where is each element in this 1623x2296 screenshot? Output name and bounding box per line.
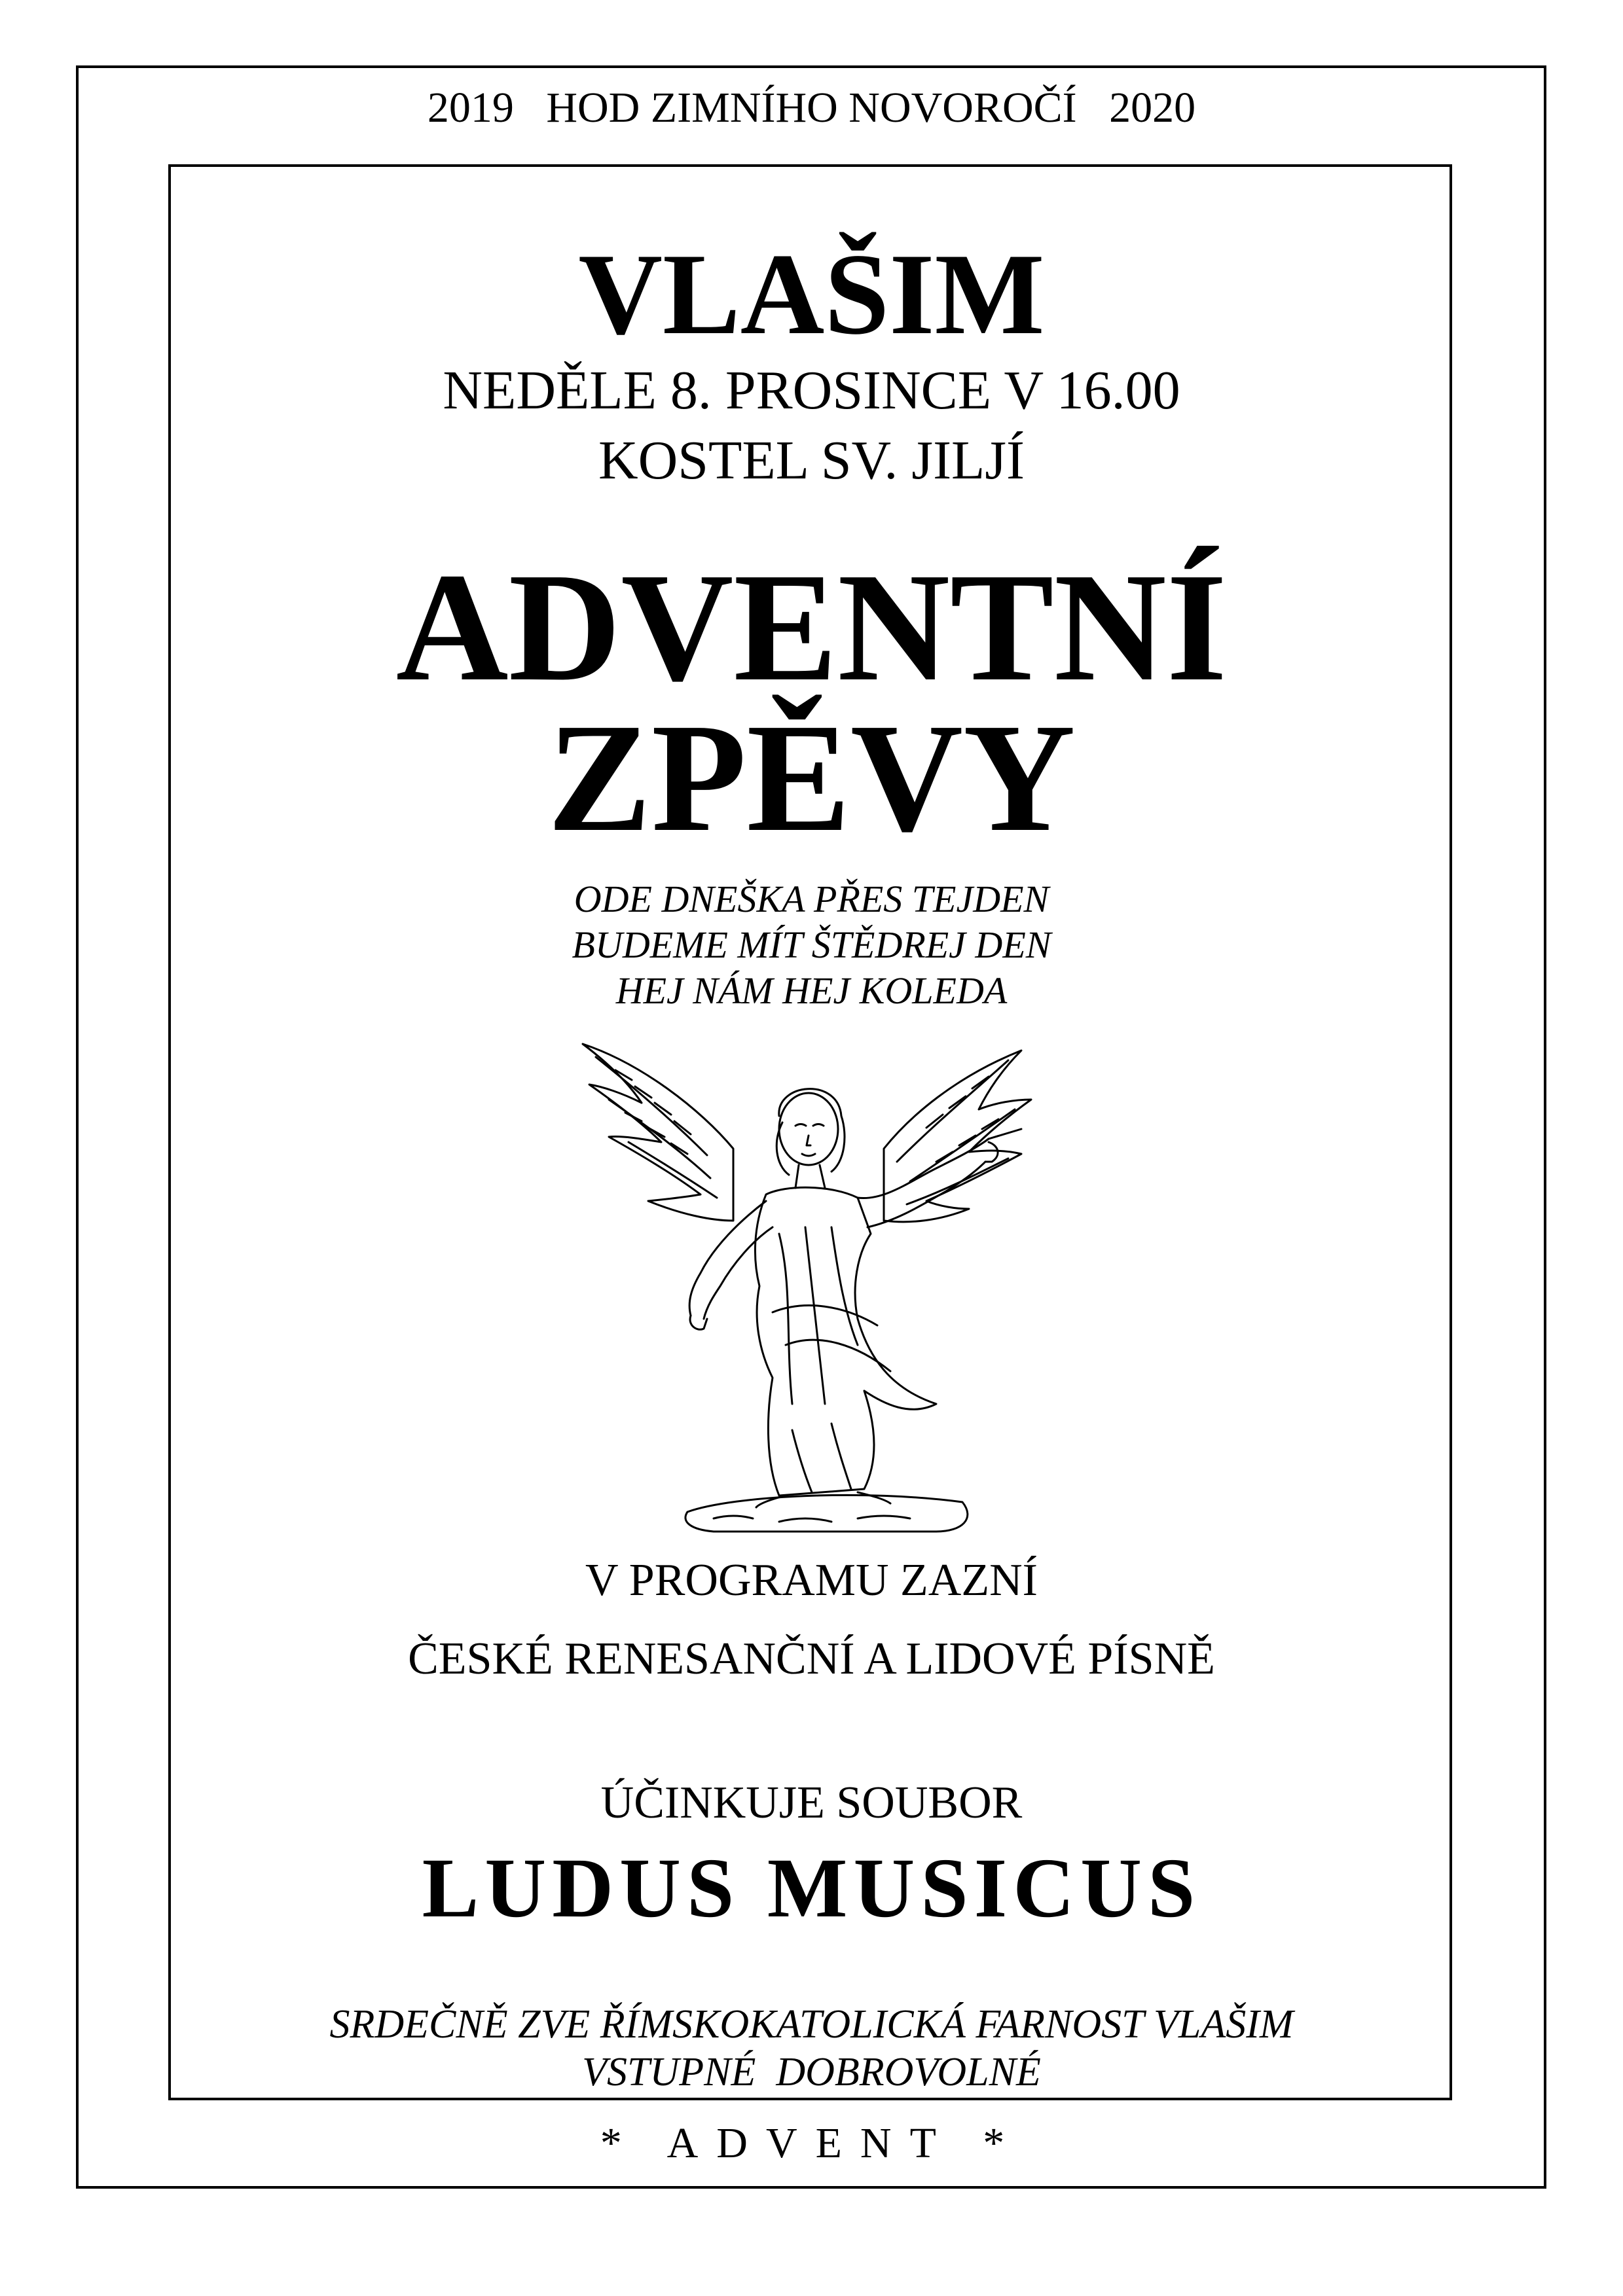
verse-line-3: HEJ NÁM HEJ KOLEDA xyxy=(615,969,1008,1012)
title-line-2: ZPĚVY xyxy=(547,692,1076,864)
header-years: 2019 HOD ZIMNÍHO NOVOROČÍ 2020 xyxy=(427,84,1196,132)
town-name: VLAŠIM xyxy=(578,229,1045,359)
title-line-1: ADVENTNÍ xyxy=(395,541,1228,713)
admission-text: VSTUPNÉ DOBROVOLNÉ xyxy=(582,2050,1041,2094)
footer-advent: * ADVENT * xyxy=(600,2119,1023,2167)
program-intro: V PROGRAMU ZAZNÍ xyxy=(585,1555,1038,1605)
angel-icon xyxy=(570,1037,1054,1535)
event-date-time: NEDĚLE 8. PROSINCE V 16.00 xyxy=(443,360,1180,421)
event-venue: KOSTEL SV. JILJÍ xyxy=(598,430,1025,491)
verse-line-2: BUDEME MÍT ŠTĚDREJ DEN xyxy=(572,924,1051,966)
program-description: ČESKÉ RENESANČNÍ A LIDOVÉ PÍSNĚ xyxy=(408,1634,1215,1684)
invitation-text: SRDEČNĚ ZVE ŘÍMSKOKATOLICKÁ FARNOST VLAŠIM xyxy=(329,2002,1294,2047)
verse-line-1: ODE DNEŠKA PŘES TEJDEN xyxy=(574,878,1049,920)
ensemble-intro: ÚČINKUJE SOUBOR xyxy=(600,1778,1023,1828)
ensemble-name: LUDUS MUSICUS xyxy=(422,1841,1201,1935)
